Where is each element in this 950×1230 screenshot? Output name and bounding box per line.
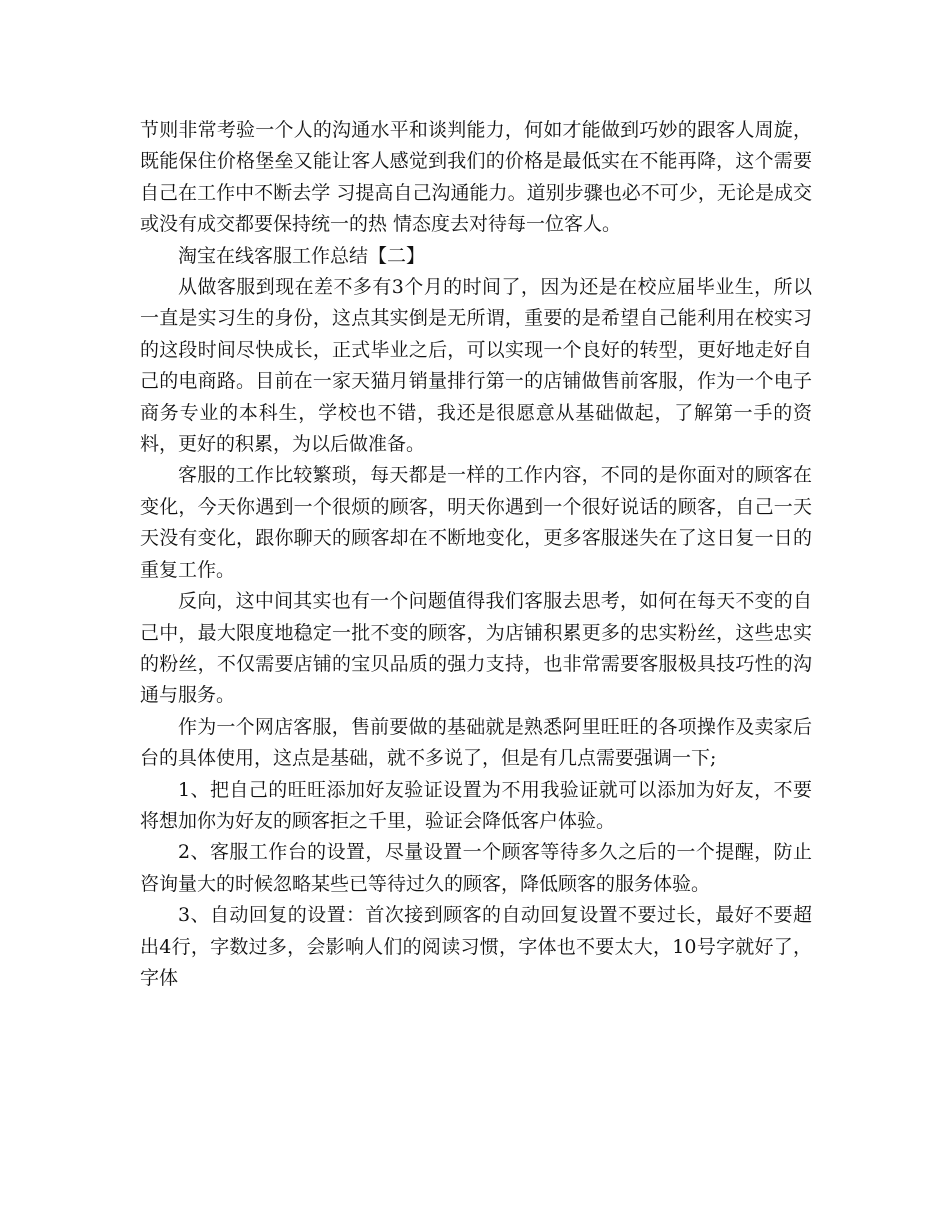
paragraph: 作为一个网店客服，售前要做的基础就是熟悉阿里旺旺的各项操作及卖家后台的具体使用，这点是基础，就不多说了，但是有几点需要强调一下;	[140, 715, 812, 770]
paragraph: 从做客服到现在差不多有3个月的时间了，因为还是在校应届毕业生，所以一直是实习生的身份，这点其实倒是无所谓，重要的是希望自己能利用在校实习的这段时间尽快成长，正式毕业之后，可以实现一个良好的转型，更好地走好自己的电商路。目前在一家天猫月销量排行第一的店铺做售前客服，作为一个电子商务专业的本科生，学校也不错，我还是很愿意从基础做起，了解第一手的资料，更好的积累，为以后做准备。	[140, 276, 812, 456]
list-item: 1、把自己的旺旺添加好友验证设置为不用我验证就可以添加为好友，不要将想加你为好友的顾客拒之千里，验证会降低客户体验。	[140, 778, 812, 832]
list-item: 3、自动回复的设置：首次接到顾客的自动回复设置不要过长，最好不要超出4行，字数过多，会影响人们的阅读习惯，字体也不要太大，10号字就好了，字体	[140, 904, 812, 989]
section-heading: 淘宝在线客服工作总结【二】	[178, 244, 426, 267]
paragraph-continuation: 节则非常考验一个人的沟通水平和谈判能力，何如才能做到巧妙的跟客人周旋，既能保住价格堡垒又能让客人感觉到我们的价格是最低实在不能再降，这个需要自己在工作中不断去学 习提高自己沟通能力。道别步骤也必不可少，无论是成交或没有成交都要保持统一的热 情态度去对待每一位客人。	[140, 119, 812, 236]
list-item: 2、客服工作台的设置，尽量设置一个顾客等待多久之后的一个提醒，防止咨询量大的时候忽略某些已等待过久的顾客，降低顾客的服务体验。	[140, 841, 812, 895]
document-body	[140, 115, 812, 994]
paragraph: 反向，这中间其实也有一个问题值得我们客服去思考，如何在每天不变的自己中，最大限度地稳定一批不变的顾客，为店铺积累更多的忠实粉丝，这些忠实的粉丝，不仅需要店铺的宝贝品质的强力支持，也非常需要客服极具技巧性的沟通与服务。	[140, 590, 812, 707]
paragraph: 客服的工作比较繁琐，每天都是一样的工作内容，不同的是你面对的顾客在变化，今天你遇到一个很烦的顾客，明天你遇到一个很好说话的顾客，自己一天天没有变化，跟你聊天的顾客却在不断地变化，更多客服迷失在了这日复一日的重复工作。	[140, 464, 812, 581]
